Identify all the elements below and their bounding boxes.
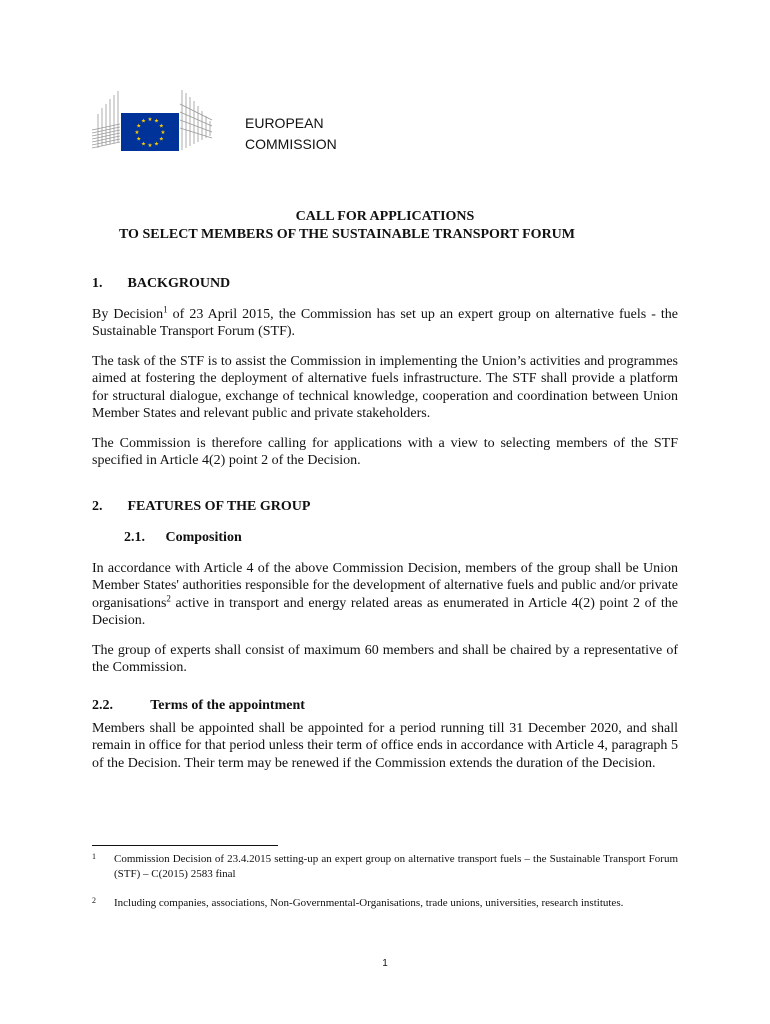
svg-text:★: ★ <box>134 130 140 136</box>
section-number: 2.1. <box>124 530 145 545</box>
svg-text:★: ★ <box>147 143 153 149</box>
title-line-1: CALL FOR APPLICATIONS <box>295 209 475 224</box>
section-title: Terms of the appointment <box>150 698 305 713</box>
paragraph-background-1 <box>92 306 678 341</box>
paragraph-background-3: The Commission is therefore calling for applications with a view to selecting members of the STF specified in Article 4(2) point 2 of the Decision. <box>92 436 678 469</box>
svg-text:★: ★ <box>160 130 166 136</box>
svg-text:★: ★ <box>141 141 146 148</box>
title-line-2: TO SELECT MEMBERS OF THE SUSTAINABLE TRANSPORT FORUM <box>118 227 576 242</box>
paragraph-composition-1 <box>92 560 678 629</box>
section-2-1-heading <box>124 529 242 547</box>
section-title: BACKGROUND <box>127 276 231 291</box>
svg-text:★: ★ <box>147 117 153 123</box>
footnote-text: Including companies, associations, Non-Governmental-Organisations, trade unions, universities, research institutes. <box>114 897 624 909</box>
section-2-2-heading <box>92 697 305 715</box>
section-number: 2.2. <box>92 698 113 713</box>
org-line-1: EUROPEAN <box>245 115 324 131</box>
organization-name <box>245 113 337 155</box>
paragraph-terms: Members shall be appointed shall be appointed for a period running till 31 December 2020, and shall remain in office for that period unless their term of office ends in accordance with Article 4, paragraph 5 of the Decision. Their term may be renewed if the Commission extends the duration of the Decision. <box>92 721 678 771</box>
paragraph-text: In accordance with Article 4 of the above Commission Decision, members of the group shall be Union Member States' authorities responsible for the development of alternative fuels and public and/or private organisations <box>92 561 678 611</box>
paragraph-text: of 23 April 2015, the Commission has set up an expert group on alternative fuels - the Sustainable Transport Forum (STF). <box>92 307 679 340</box>
section-1-heading <box>92 275 230 293</box>
footnote-mark: 2 <box>92 896 96 905</box>
paragraph-text: active in transport and energy related areas as enumerated in Article 4(2) point 2 of the Decision. <box>92 595 678 628</box>
footnote-ref-1[interactable]: 1 <box>163 304 168 315</box>
footnote-separator <box>92 845 278 846</box>
svg-text:★: ★ <box>136 136 142 143</box>
paragraph-composition-2: The group of experts shall consist of maximum 60 members and shall be chaired by a representative of the Commission. <box>92 643 678 676</box>
paragraph-background-2: The task of the STF is to assist the Commission in implementing the Union’s activities and programmes aimed at fostering the deployment of alternative fuels infrastructure. The STF shall provide a platform for structural dialogue, exchange of technical knowledge, cooperation and coordination between Union Member States and relevant public and private stakeholders. <box>92 354 678 421</box>
footnote-2 <box>92 896 678 911</box>
section-number: 1. <box>92 276 103 291</box>
svg-text:★: ★ <box>154 141 159 148</box>
org-line-2: COMMISSION <box>245 136 337 152</box>
footnote-ref-2[interactable]: 2 <box>166 592 171 603</box>
svg-text:★: ★ <box>158 123 164 130</box>
footnote-mark: 1 <box>92 852 96 861</box>
svg-text:★: ★ <box>136 123 142 130</box>
svg-text:★: ★ <box>141 118 146 125</box>
page-number: 1 <box>382 958 388 969</box>
footnote-text: Commission Decision of 23.4.2015 setting-up an expert group on alternative transport fuels – the Sustainable Transport Forum (STF) – C(2015) 2583 final <box>114 853 678 880</box>
paragraph-text: By Decision <box>92 307 164 322</box>
document-title <box>0 208 770 244</box>
section-number: 2. <box>92 499 103 514</box>
european-commission-logo <box>90 84 220 156</box>
section-title: Composition <box>165 530 242 545</box>
svg-text:★: ★ <box>154 118 159 125</box>
footnote-1 <box>92 852 678 882</box>
section-2-heading <box>92 498 310 516</box>
svg-text:★: ★ <box>158 136 164 143</box>
section-title: FEATURES OF THE GROUP <box>127 499 311 514</box>
